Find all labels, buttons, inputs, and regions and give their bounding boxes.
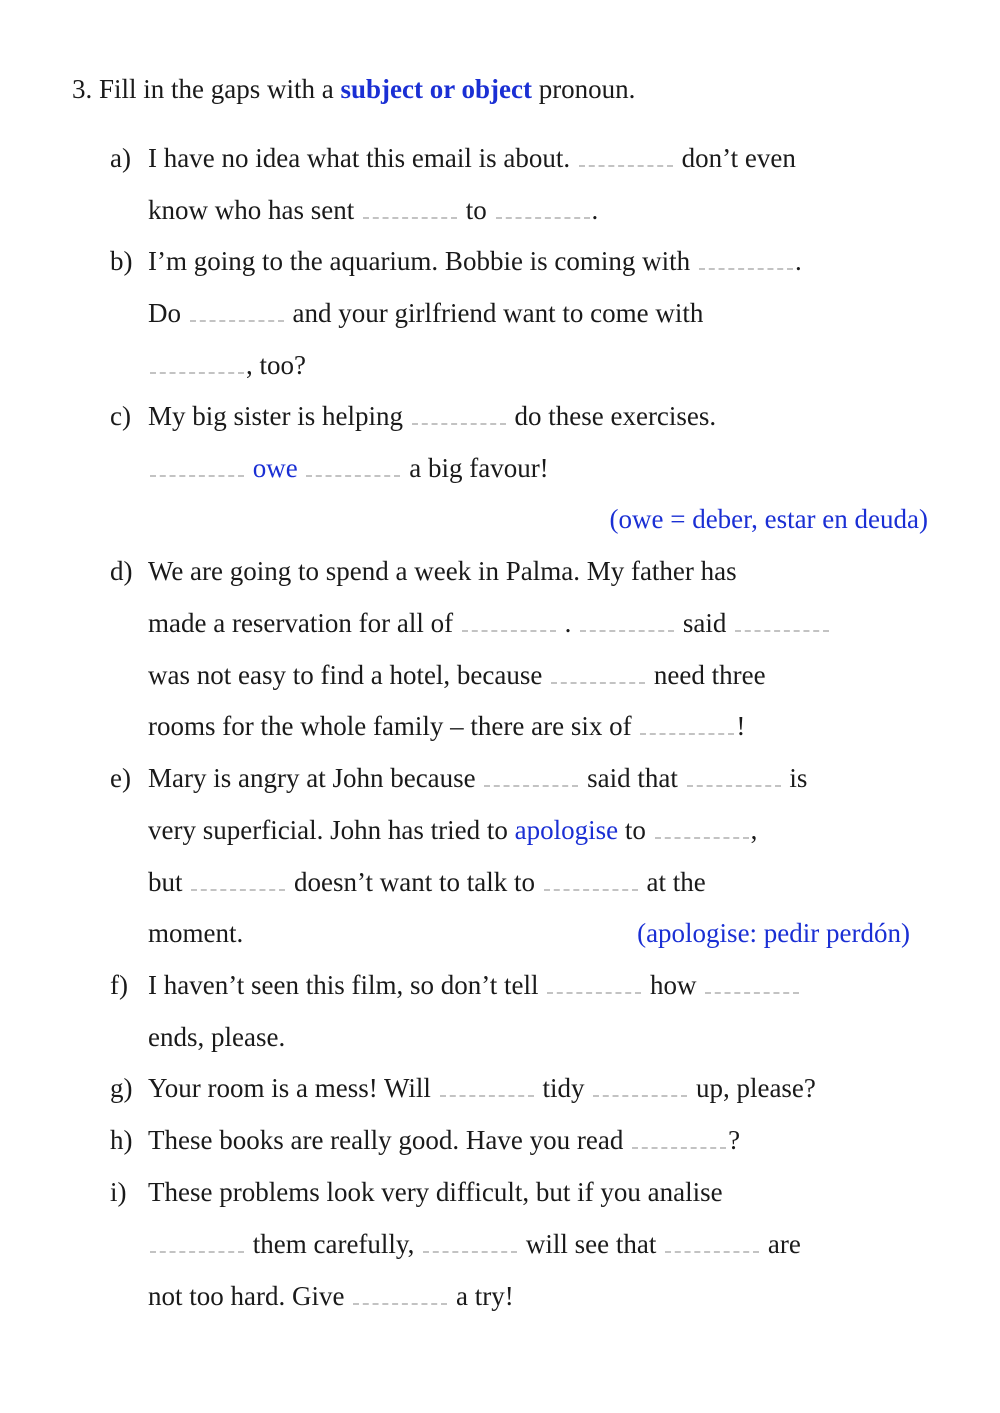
exercise-title bbox=[72, 72, 635, 106]
item-label-i: i) bbox=[110, 1177, 127, 1207]
title-text-end: pronoun. bbox=[538, 74, 636, 104]
item-label-h: h) bbox=[110, 1125, 133, 1155]
item-label-b: b) bbox=[110, 246, 133, 276]
blank[interactable] bbox=[306, 455, 400, 477]
item-label-f: f) bbox=[110, 970, 128, 1000]
blank[interactable] bbox=[580, 610, 674, 632]
blank[interactable] bbox=[484, 765, 578, 787]
item-b-line-1: I’m going to the aquarium. Bobbie is coming with . bbox=[148, 246, 802, 276]
blank[interactable] bbox=[655, 817, 749, 839]
blank[interactable] bbox=[496, 197, 590, 219]
blank[interactable] bbox=[363, 197, 457, 219]
vocab-owe: owe bbox=[252, 453, 298, 483]
item-g-line-1: Your room is a mess! Will tidy up, please? bbox=[148, 1073, 816, 1103]
blank[interactable] bbox=[190, 300, 284, 322]
item-label-a: a) bbox=[110, 143, 131, 173]
item-f-line-1: I haven’t seen this film, so don’t tell how bbox=[148, 968, 801, 1002]
item-a-line-1: I have no idea what this email is about. don’t even bbox=[148, 143, 796, 173]
blank[interactable] bbox=[440, 1075, 534, 1097]
blank[interactable] bbox=[665, 1231, 759, 1253]
item-e-line-1: Mary is angry at John because said that is bbox=[148, 763, 808, 793]
vocab-apologise: apologise bbox=[514, 815, 619, 845]
blank[interactable] bbox=[593, 1075, 687, 1097]
blank[interactable] bbox=[632, 1127, 726, 1149]
item-a-line-2: know who has sent to . bbox=[148, 195, 599, 225]
blank[interactable] bbox=[640, 713, 734, 735]
blank[interactable] bbox=[544, 869, 638, 891]
item-label-c: c) bbox=[110, 401, 131, 431]
blank[interactable] bbox=[579, 145, 673, 167]
blank[interactable] bbox=[551, 662, 645, 684]
item-d-line-1: We are going to spend a week in Palma. My father has bbox=[148, 556, 737, 586]
item-f-line-2: ends, please. bbox=[148, 1022, 286, 1052]
translation-note-apologise: (apologise: pedir perdón) bbox=[637, 918, 910, 948]
title-highlight: subject or object bbox=[340, 74, 532, 104]
blank[interactable] bbox=[191, 869, 285, 891]
item-i-line-2: them carefully, will see that are bbox=[148, 1227, 801, 1261]
item-label-g: g) bbox=[110, 1073, 133, 1103]
blank[interactable] bbox=[705, 972, 799, 994]
blank[interactable] bbox=[735, 610, 829, 632]
blank[interactable] bbox=[699, 248, 793, 270]
blank[interactable] bbox=[687, 765, 781, 787]
item-label-e: e) bbox=[110, 763, 131, 793]
blank[interactable] bbox=[353, 1283, 447, 1305]
title-text: Fill in the gaps with a bbox=[99, 74, 334, 104]
item-d-line-2: made a reservation for all of . said bbox=[148, 606, 831, 640]
blank[interactable] bbox=[150, 455, 244, 477]
item-b-line-2: Do and your girlfriend want to come with bbox=[148, 298, 704, 328]
item-c-line-1: My big sister is helping do these exercises. bbox=[148, 401, 717, 431]
item-i-line-3: not too hard. Give a try! bbox=[148, 1281, 514, 1311]
item-i-line-1: These problems look very difficult, but if you analise bbox=[148, 1177, 723, 1207]
item-c-line-2: owe a big favour! bbox=[148, 451, 549, 485]
blank[interactable] bbox=[150, 1231, 244, 1253]
item-d-line-3: was not easy to find a hotel, because need three bbox=[148, 660, 766, 690]
item-e-line-3: but doesn’t want to talk to at the bbox=[148, 867, 706, 897]
item-d-line-4: rooms for the whole family – there are six of ! bbox=[148, 711, 746, 741]
blank[interactable] bbox=[150, 352, 244, 374]
translation-note-owe: (owe = deber, estar en deuda) bbox=[609, 504, 928, 534]
blank[interactable] bbox=[462, 610, 556, 632]
blank[interactable] bbox=[547, 972, 641, 994]
exercise-number: 3. bbox=[72, 74, 93, 104]
item-b-line-3: , too? bbox=[148, 348, 306, 382]
item-h-line-1: These books are really good. Have you read ? bbox=[148, 1125, 741, 1155]
blank[interactable] bbox=[423, 1231, 517, 1253]
item-e-line-4: moment. bbox=[148, 918, 244, 948]
item-e-line-2: very superficial. John has tried to apologise to , bbox=[148, 815, 758, 845]
blank[interactable] bbox=[412, 403, 506, 425]
item-label-d: d) bbox=[110, 556, 133, 586]
